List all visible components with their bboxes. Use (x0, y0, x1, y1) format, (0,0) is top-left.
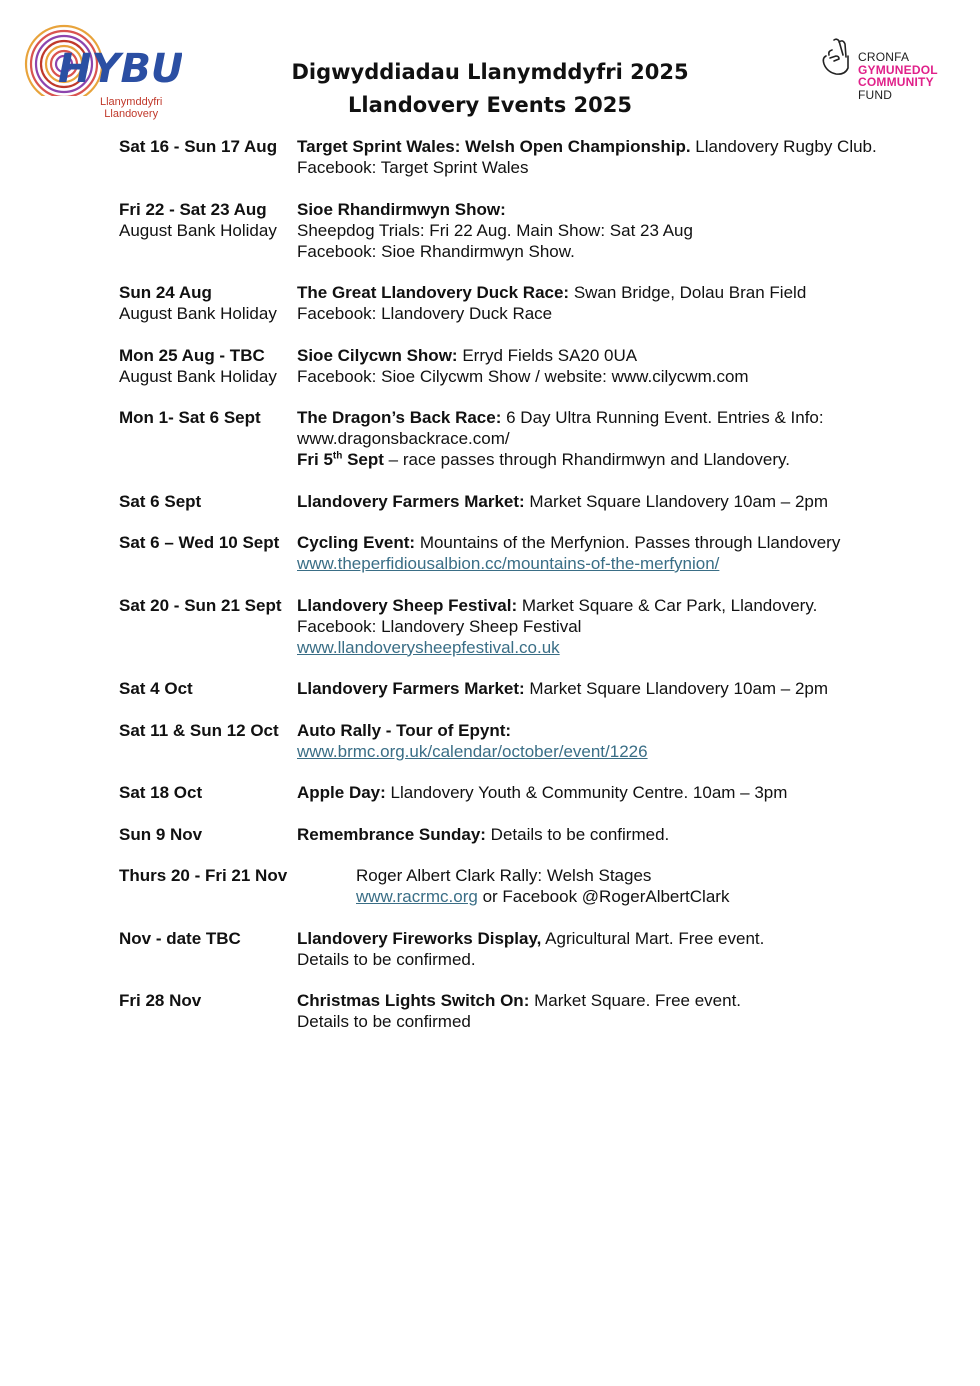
event-date: Nov - date TBC (119, 928, 241, 948)
event-date: Fri 28 Nov (119, 991, 202, 1010)
fund-line-fund: FUND (858, 87, 893, 102)
event-line: Details to be confirmed (297, 1012, 471, 1031)
event-item (119, 782, 949, 803)
event-title: Llandovery Farmers Market: (297, 491, 525, 511)
hybu-sub-welsh: Llanymddyfri (100, 96, 163, 108)
event-item (119, 532, 949, 574)
event-details (297, 990, 949, 1032)
event-item (119, 282, 949, 324)
event-date: Fri 22 - Sat 23 Aug (119, 199, 267, 219)
event-date: Sat 4 Oct (119, 679, 193, 698)
event-item (119, 595, 949, 658)
event-text: Details to be confirmed. (485, 824, 670, 844)
event-details (297, 595, 949, 658)
event-text: Market Square. Free event. (529, 991, 742, 1010)
event-details (297, 928, 949, 970)
event-line: Facebook: Sioe Cilycwm Show / website: www.cilycwm.com (297, 366, 749, 386)
event-details (297, 407, 949, 470)
event-link[interactable]: www.theperfidiousalbion.cc/mountains-of-the-merfynion/ (297, 554, 720, 573)
event-item (119, 720, 949, 762)
title-english: Llandovery Events 2025 (348, 93, 632, 117)
event-title: Sioe Rhandirmwyn Show: (297, 199, 506, 219)
event-line: Fri 5th Sept – race passes through Rhandirmwyn and Llandovery. (297, 450, 790, 469)
community-fund-logo (820, 36, 960, 106)
event-details (297, 136, 949, 178)
title-welsh: Digwyddiadau Llanymddyfri 2025 (291, 60, 689, 84)
event-details (297, 491, 949, 512)
event-item (119, 136, 949, 178)
event-item (119, 865, 949, 907)
event-text: Llandovery Youth & Community Centre. 10am – 3pm (385, 783, 788, 802)
event-details (297, 345, 949, 387)
event-title: Remembrance Sunday: (297, 824, 486, 844)
event-text: 6 Day Ultra Running Event. Entries & Info: (501, 408, 824, 427)
event-line: www.dragonsbackrace.com/ (297, 429, 510, 448)
event-text: Mountains of the Merfynion. Passes through Llandovery (415, 533, 841, 552)
event-details (297, 282, 949, 324)
event-text: Market Square & Car Park, Llandovery. (517, 595, 818, 615)
fund-line-cronfa: CRONFA (858, 50, 910, 64)
event-details (297, 720, 949, 762)
event-item (119, 824, 949, 845)
event-date: Mon 1- Sat 6 Sept (119, 408, 261, 427)
fund-line-gymunedol: GYMUNEDOL (858, 62, 938, 77)
event-line: Facebook: Llandovery Sheep Festival (297, 616, 582, 636)
event-item (119, 491, 949, 512)
event-date: Sun 24 Aug (119, 283, 212, 302)
event-date-note: August Bank Holiday (119, 220, 277, 240)
event-text: Roger Albert Clark Rally: Welsh Stages (356, 866, 652, 885)
events-list (119, 136, 949, 1053)
event-details (356, 865, 949, 907)
hybu-wordmark: HYBU (58, 46, 182, 92)
event-date-note: August Bank Holiday (119, 304, 277, 323)
event-item (119, 928, 949, 970)
event-line: Facebook: Llandovery Duck Race (297, 304, 553, 323)
event-details (297, 678, 949, 699)
event-line: Sheepdog Trials: Fri 22 Aug. Main Show: Sat 23 Aug (297, 220, 693, 240)
event-date: Sat 18 Oct (119, 783, 203, 802)
event-title: The Great Llandovery Duck Race: (297, 283, 570, 302)
event-date: Sat 16 - Sun 17 Aug (119, 137, 278, 156)
event-title: Llandovery Sheep Festival: (297, 595, 518, 615)
event-item (119, 990, 949, 1032)
event-date-note: August Bank Holiday (119, 366, 277, 386)
event-details (297, 532, 949, 574)
event-title: The Dragon’s Back Race: (297, 408, 502, 427)
event-date: Sat 6 Sept (119, 491, 202, 511)
event-title: Sioe Cilycwn Show: (297, 345, 458, 365)
event-details (297, 782, 949, 803)
event-text: Llandovery Rugby Club. (690, 137, 877, 156)
event-line: Facebook: Sioe Rhandirmwyn Show. (297, 241, 575, 261)
event-link[interactable]: www.racrmc.org (356, 887, 478, 906)
event-title: Cycling Event: (297, 533, 416, 552)
community-fund-text (858, 51, 938, 101)
event-item (119, 407, 949, 470)
hybu-sub-english: Llandovery (104, 108, 159, 120)
event-title: Christmas Lights Switch On: (297, 991, 530, 1010)
event-text: Agricultural Mart. Free event. (541, 928, 765, 948)
event-text: Erryd Fields SA20 0UA (457, 345, 638, 365)
event-date: Mon 25 Aug - TBC (119, 345, 265, 365)
event-title: Llandovery Fireworks Display, (297, 928, 542, 948)
event-date: Thurs 20 - Fri 21 Nov (119, 866, 288, 885)
event-details (297, 824, 949, 845)
event-text: Swan Bridge, Dolau Bran Field (569, 283, 807, 302)
event-link[interactable]: www.brmc.org.uk/calendar/october/event/1226 (297, 741, 648, 761)
event-text: or Facebook @RogerAlbertClark (477, 887, 730, 906)
event-title: Apple Day: (297, 783, 386, 802)
event-date: Sat 6 – Wed 10 Sept (119, 533, 280, 552)
fund-line-community: COMMUNITY (858, 75, 934, 89)
event-item (119, 345, 949, 387)
event-date: Sat 11 & Sun 12 Oct (119, 720, 279, 740)
event-title: Llandovery Farmers Market: (297, 679, 525, 698)
event-text: Market Square Llandovery 10am – 2pm (524, 491, 829, 511)
event-date: Sun 9 Nov (119, 824, 203, 844)
event-date: Sat 20 - Sun 21 Sept (119, 595, 282, 615)
event-text: Market Square Llandovery 10am – 2pm (524, 679, 829, 698)
event-title: Target Sprint Wales: Welsh Open Championship. (297, 137, 691, 156)
crossed-fingers-icon (820, 36, 856, 78)
event-link[interactable]: www.llandoverysheepfestival.co.uk (297, 637, 560, 657)
event-title: Auto Rally - Tour of Epynt: (297, 720, 512, 740)
event-item (119, 199, 949, 262)
event-line: Facebook: Target Sprint Wales (297, 158, 529, 177)
event-item (119, 678, 949, 699)
event-line: Details to be confirmed. (297, 949, 476, 969)
event-details (297, 199, 949, 262)
